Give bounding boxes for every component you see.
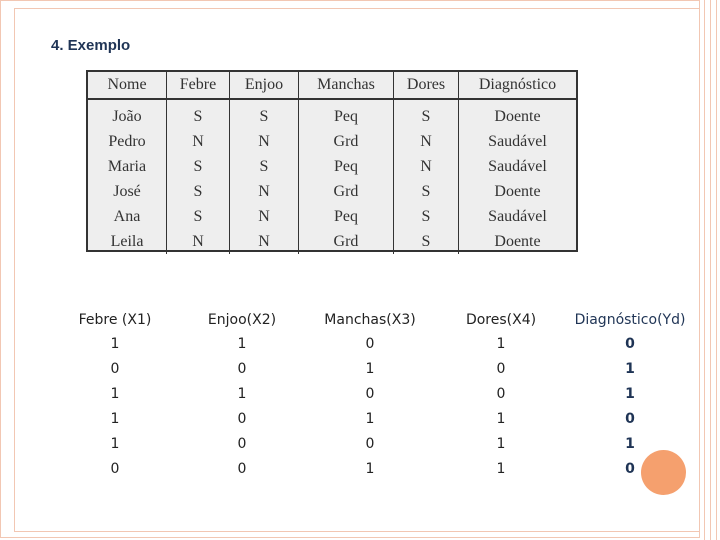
table-cell: S — [167, 99, 230, 129]
table-cell: Doente — [459, 179, 577, 204]
encoded-value: 0 — [237, 461, 247, 477]
encoded-header: Enjoo(X2) — [207, 312, 277, 328]
table-row — [88, 129, 576, 154]
encoded-header: Dores(X4) — [465, 312, 537, 328]
header-diagnostico: Diagnóstico — [459, 72, 577, 99]
table-cell: Peq — [299, 204, 394, 229]
right-stripe — [704, 0, 705, 540]
table-cell: S — [167, 179, 230, 204]
table-cell: N — [394, 129, 459, 154]
table-cell: José — [113, 182, 141, 200]
source-table-image — [86, 70, 578, 252]
right-stripe — [716, 0, 717, 540]
encoded-value: 1 — [110, 411, 120, 427]
encoded-value: 0 — [496, 386, 506, 402]
encoded-column-febre — [70, 308, 160, 482]
table-cell: Ana — [113, 207, 141, 225]
header-febre: Febre — [167, 72, 230, 99]
right-stripe — [710, 0, 711, 540]
source-table — [88, 72, 576, 254]
encoded-value: 0 — [496, 361, 506, 377]
header-nome: Nome — [88, 72, 167, 99]
table-cell: S — [394, 204, 459, 229]
encoded-value: 0 — [365, 436, 375, 452]
encoded-value: 1 — [496, 336, 506, 352]
table-cell: Leila — [110, 232, 144, 250]
encoded-column-dores — [458, 308, 544, 482]
encoded-header: Manchas(X3) — [324, 312, 416, 328]
table-cell: S — [167, 204, 230, 229]
encoded-value: 1 — [365, 461, 375, 477]
table-cell: Doente — [459, 99, 577, 129]
encoded-value: 1 — [110, 336, 120, 352]
table-row — [88, 229, 576, 254]
encoded-value: 0 — [237, 411, 247, 427]
encoded-column-manchas — [318, 308, 422, 482]
encoded-value: 0 — [110, 461, 120, 477]
table-cell: N — [230, 129, 299, 154]
encoded-value: 0 — [110, 361, 120, 377]
encoded-value: 1 — [625, 436, 635, 452]
table-row — [88, 99, 576, 129]
table-cell: João — [112, 107, 142, 125]
table-cell: N — [230, 204, 299, 229]
table-cell: Saudável — [459, 154, 577, 179]
encoded-value: 1 — [365, 361, 375, 377]
encoded-value: 0 — [237, 436, 247, 452]
slide-title: 4. Exemplo — [51, 37, 131, 54]
encoded-value: 1 — [496, 411, 506, 427]
table-cell: Pedro — [108, 132, 146, 150]
encoded-value: 1 — [496, 461, 506, 477]
encoded-value: 1 — [110, 386, 120, 402]
encoded-value: 0 — [625, 461, 635, 477]
encoded-value: 0 — [625, 411, 635, 427]
decorative-circle — [641, 450, 686, 495]
encoded-value: 0 — [365, 336, 375, 352]
table-cell: Grd — [299, 179, 394, 204]
encoded-value: 1 — [625, 361, 635, 377]
encoded-column-enjoo — [200, 308, 284, 482]
header-dores: Dores — [394, 72, 459, 99]
table-cell: Grd — [299, 229, 394, 254]
encoded-value: 1 — [110, 436, 120, 452]
table-cell: N — [167, 229, 230, 254]
encoded-header: Febre (X1) — [78, 312, 152, 328]
table-row — [88, 154, 576, 179]
encoded-value: 1 — [625, 386, 635, 402]
table-cell: N — [230, 229, 299, 254]
table-cell: N — [394, 154, 459, 179]
table-cell: S — [167, 154, 230, 179]
table-row — [88, 204, 576, 229]
table-cell: N — [167, 129, 230, 154]
table-cell: Grd — [299, 129, 394, 154]
encoded-value: 1 — [237, 336, 247, 352]
table-cell: Saudável — [459, 129, 577, 154]
table-cell: N — [230, 179, 299, 204]
table-cell: Maria — [107, 157, 147, 175]
encoded-value: 0 — [625, 336, 635, 352]
encoded-value: 1 — [365, 411, 375, 427]
table-cell: Peq — [299, 154, 394, 179]
encoded-value: 1 — [237, 386, 247, 402]
table-cell: Doente — [459, 229, 577, 254]
table-cell: S — [230, 99, 299, 129]
table-cell: S — [230, 154, 299, 179]
table-cell: Peq — [299, 99, 394, 129]
table-cell: Saudável — [459, 204, 577, 229]
encoded-value: 0 — [237, 361, 247, 377]
table-header-row — [88, 72, 576, 99]
table-row — [88, 179, 576, 204]
header-manchas: Manchas — [299, 72, 394, 99]
table-cell: S — [394, 99, 459, 129]
encoded-header: Diagnóstico(Yd) — [574, 312, 686, 328]
header-enjoo: Enjoo — [230, 72, 299, 99]
encoded-value: 0 — [365, 386, 375, 402]
table-cell: S — [394, 229, 459, 254]
encoded-value: 1 — [496, 436, 506, 452]
table-cell: S — [394, 179, 459, 204]
